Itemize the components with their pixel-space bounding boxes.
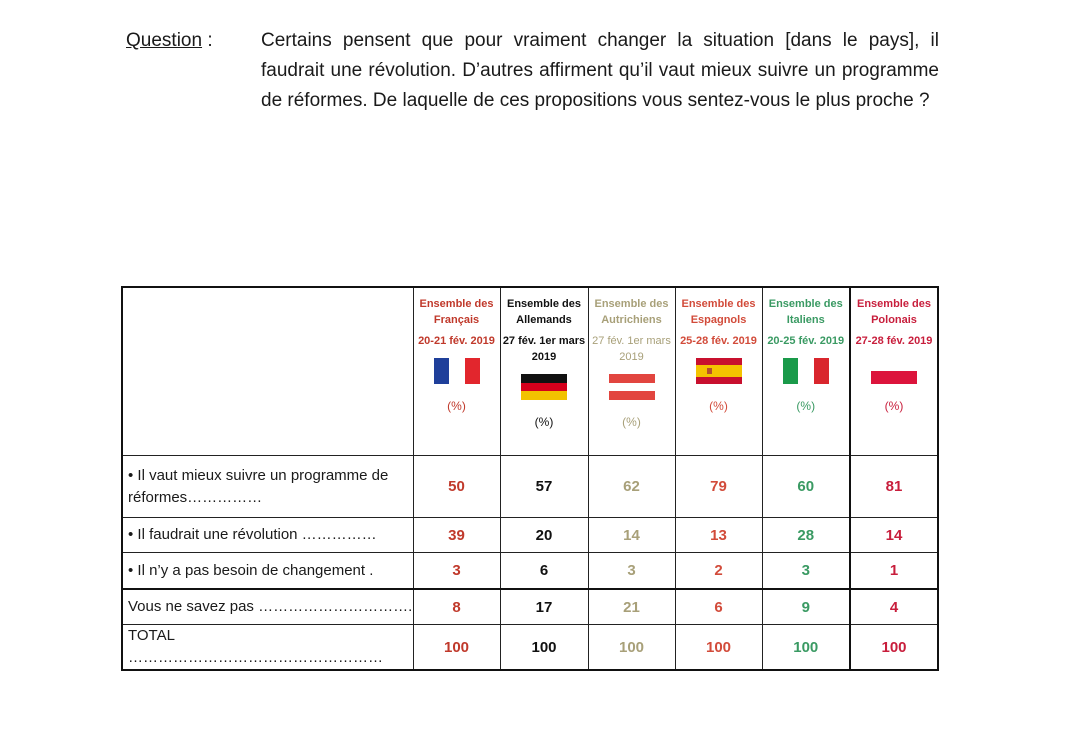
spain-flag-icon bbox=[696, 358, 742, 384]
row-label: Vous ne savez pas …………………………. bbox=[122, 589, 413, 625]
col-header-at bbox=[588, 287, 675, 456]
row-label: • Il vaut mieux suivre un programme de réformes…………… bbox=[122, 456, 413, 518]
col-header-de bbox=[500, 287, 588, 456]
cell-value: 100 bbox=[762, 625, 850, 671]
row-label: TOTAL …………………………………………… bbox=[122, 625, 413, 671]
cell-value: 57 bbox=[500, 456, 588, 518]
col-unit: (%) bbox=[796, 399, 816, 413]
cell-value: 60 bbox=[762, 456, 850, 518]
col-date: 20-25 fév. 2019 bbox=[767, 335, 845, 347]
table-row bbox=[122, 518, 938, 553]
cell-value: 100 bbox=[413, 625, 500, 671]
col-date: 25-28 fév. 2019 bbox=[680, 335, 757, 347]
col-name: Ensemble des Espagnols bbox=[681, 298, 756, 326]
question-block bbox=[126, 26, 941, 116]
header-corner bbox=[122, 287, 413, 456]
cell-value: 14 bbox=[588, 518, 675, 553]
col-unit: (%) bbox=[534, 415, 554, 429]
germany-flag-icon bbox=[521, 374, 567, 400]
austria-flag-icon bbox=[609, 374, 655, 400]
col-name: Ensemble des Autrichiens bbox=[594, 298, 669, 326]
table-row bbox=[122, 589, 938, 625]
cell-value: 20 bbox=[500, 518, 588, 553]
cell-value: 3 bbox=[762, 553, 850, 590]
cell-value: 17 bbox=[500, 589, 588, 625]
col-name: Ensemble des Italiens bbox=[768, 298, 843, 326]
cell-value: 81 bbox=[850, 456, 938, 518]
cell-value: 13 bbox=[675, 518, 762, 553]
col-header-it bbox=[762, 287, 850, 456]
col-date: 27 fév. 1er mars 2019 bbox=[592, 335, 671, 363]
cell-value: 4 bbox=[850, 589, 938, 625]
cell-value: 100 bbox=[850, 625, 938, 671]
cell-value: 100 bbox=[588, 625, 675, 671]
cell-value: 100 bbox=[500, 625, 588, 671]
col-header-pl bbox=[850, 287, 938, 456]
cell-value: 3 bbox=[413, 553, 500, 590]
cell-value: 6 bbox=[500, 553, 588, 590]
cell-value: 6 bbox=[675, 589, 762, 625]
cell-value: 1 bbox=[850, 553, 938, 590]
col-name: Ensemble des Polonais bbox=[857, 298, 931, 326]
cell-value: 28 bbox=[762, 518, 850, 553]
italy-flag-icon bbox=[783, 358, 829, 384]
col-date: 27 fév. 1er mars 2019 bbox=[502, 335, 586, 363]
cell-value: 14 bbox=[850, 518, 938, 553]
cell-value: 2 bbox=[675, 553, 762, 590]
col-unit: (%) bbox=[447, 399, 466, 413]
poland-flag-icon bbox=[871, 358, 917, 384]
cell-value: 62 bbox=[588, 456, 675, 518]
row-label: • Il n’y a pas besoin de changement . bbox=[122, 553, 413, 590]
question-label: Question : bbox=[126, 30, 213, 51]
table-row bbox=[122, 553, 938, 590]
question-text: Certains pensent que pour vraiment changer la situation [dans le pays], il faudrait une révolution. D’autres affirment qu’il vaut mieux suivre un programme de réformes. De laquelle de ces propositions vous sentez-vous le plus proche ? bbox=[261, 30, 939, 111]
table-row bbox=[122, 456, 938, 518]
col-unit: (%) bbox=[709, 399, 728, 413]
cell-value: 21 bbox=[588, 589, 675, 625]
cell-value: 3 bbox=[588, 553, 675, 590]
col-date: 27-28 fév. 2019 bbox=[855, 335, 933, 347]
cell-value: 9 bbox=[762, 589, 850, 625]
cell-value: 39 bbox=[413, 518, 500, 553]
col-name: Ensemble des Allemands bbox=[507, 298, 581, 326]
col-unit: (%) bbox=[622, 415, 641, 429]
results-table bbox=[121, 286, 939, 671]
france-flag-icon bbox=[434, 358, 480, 384]
cell-value: 100 bbox=[675, 625, 762, 671]
col-header-fr bbox=[413, 287, 500, 456]
col-name: Ensemble des Français bbox=[419, 298, 494, 326]
col-unit: (%) bbox=[884, 399, 904, 413]
cell-value: 79 bbox=[675, 456, 762, 518]
row-label: • Il faudrait une révolution …………… bbox=[122, 518, 413, 553]
col-header-es bbox=[675, 287, 762, 456]
cell-value: 8 bbox=[413, 589, 500, 625]
cell-value: 50 bbox=[413, 456, 500, 518]
table-row bbox=[122, 625, 938, 671]
col-date: 20-21 fév. 2019 bbox=[418, 335, 495, 347]
